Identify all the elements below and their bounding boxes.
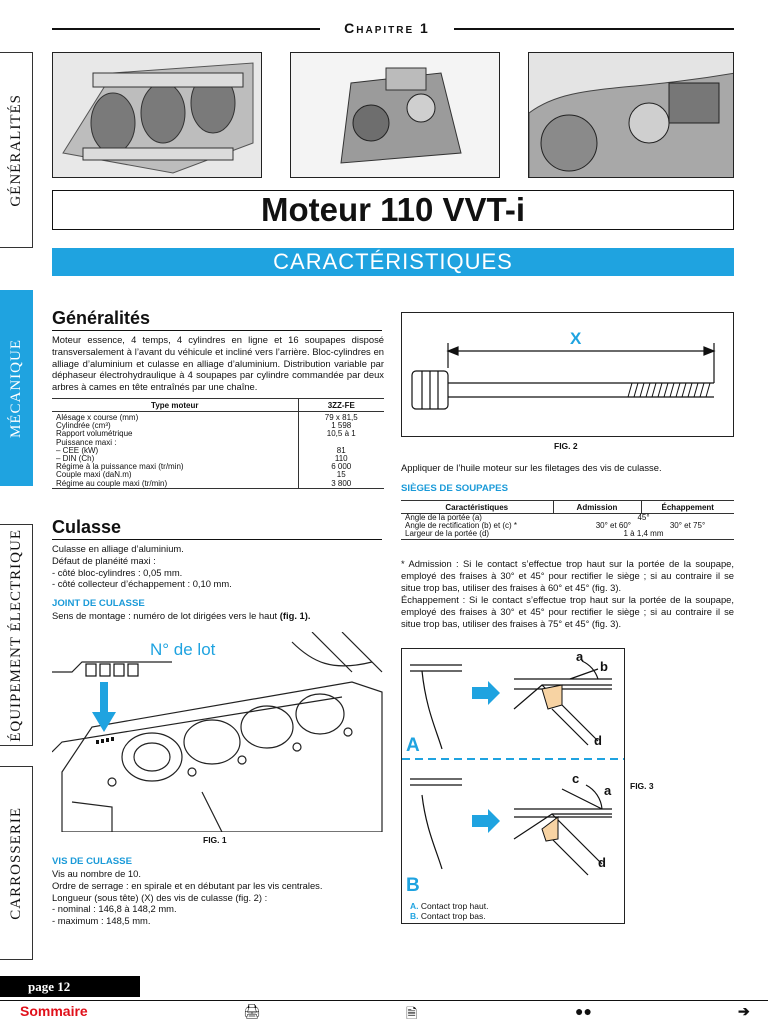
sieges-note-admission: * Admission : Si le contact s’effectue trop haut sur la portée de la soupape, employé des fraises à 30° et 45° pour rectifier le siège ; si au contraire il se situe trop bas, utiliser des fraises à 60° et 45° (fig. 3). xyxy=(401,558,734,593)
spec-row: Alésage x course (mm) 79 x 81,5 xyxy=(52,412,384,423)
fig3-legend: A. Contact trop haut. B. Contact trop bas. xyxy=(410,901,489,921)
document-icon[interactable]: 🗎 xyxy=(406,1005,418,1021)
fig2-note: Appliquer de l’huile moteur sur les filetages des vis de culasse. xyxy=(401,462,662,473)
fig3-label-b: b xyxy=(600,659,608,674)
fig2-caption: FIG. 2 xyxy=(554,441,578,451)
fig3-label-d-bottom: d xyxy=(598,855,606,870)
fig1-illustration xyxy=(52,632,384,832)
fig1-caption: FIG. 1 xyxy=(203,835,227,845)
spec-row: – CEE (kW) 81 xyxy=(52,447,384,455)
fig2-illustration xyxy=(401,312,734,437)
joint-heading: JOINT DE CULASSE xyxy=(52,598,145,609)
page-number: page 12 xyxy=(0,976,140,997)
heading-underline xyxy=(52,539,382,540)
engine-photo-1 xyxy=(52,52,262,178)
next-arrow-icon[interactable]: ➔ xyxy=(738,1003,750,1019)
sommaire-link[interactable]: Sommaire xyxy=(20,1003,88,1019)
fig3-label-a-top: a xyxy=(576,649,584,664)
vis-text: Vis au nombre de 10. Ordre de serrage : en spirale et en débutant par les vis centrales. Longueur (sous tête) (X) des vis de culasse (fig. 2) : - nominal : 146,8 à 148,2 mm. - maximum : 148,5 mm. xyxy=(52,868,323,927)
spec-row: Régime à la puissance maxi (tr/min) 6 000 xyxy=(52,463,384,471)
header-rule-right xyxy=(454,28,734,30)
fig3-illustration xyxy=(401,648,625,924)
spec-row: Régime au couple maxi (tr/min) 3 800 xyxy=(52,480,384,489)
heading-culasse: Culasse xyxy=(52,517,122,537)
fig1-label-lot: N° de lot xyxy=(150,640,216,659)
engine-photo-3 xyxy=(528,52,734,178)
print-icon[interactable]: 🖨 xyxy=(243,1003,261,1019)
sieges-heading: SIÈGES DE SOUPAPES xyxy=(401,483,508,494)
tab-mecanique[interactable]: MÉCANIQUE xyxy=(0,290,33,486)
culasse-text: Culasse en alliage d’aluminium. Défaut de planéité maxi : - côté bloc-cylindres : 0,05 mm. - côté collecteur d’échappement : 0,10 mm. xyxy=(52,543,232,590)
sieges-table: Caractéristiques Admission Échappement Angle de la portée (a) 45° Angle de rectification (b) et (c) * 30° et 60° 30° et 75° Largeur de la portée (d) 1 à 1,4 mm xyxy=(401,500,734,540)
spec-row: Rapport volumétrique 10,5 à 1 xyxy=(52,430,384,438)
fig3-label-c: c xyxy=(572,771,580,786)
footer-rule xyxy=(0,1000,768,1001)
sieges-note-echappement: Échappement : Si le contact s’effectue trop haut sur la portée de la soupape, employé des fraises à 30° et 45° pour rectifier le siège ; si au contraire il se situe trop bas, utiliser des fraises à 75° et 45° (fig. 3). xyxy=(401,594,734,629)
vis-heading: VIS DE CULASSE xyxy=(52,856,132,867)
fig3-label-B: B xyxy=(406,875,420,896)
heading-underline xyxy=(52,330,382,331)
engine-spec-table: Type moteur 3ZZ-FE Alésage x course (mm) 79 x 81,5 Cylindrée (cm³) 1 598 Rapport volumétrique 10,5 à 1 Puissance maxi : – CEE (kW) 81 – DIN (Ch) 110 Régime à la puissance maxi (tr/min) 6 000 Couple maxi (daN.m) 15 Régime au couple maxi (tr/min) 3 800 xyxy=(52,398,384,489)
header-rule-left xyxy=(52,28,320,30)
fig3-label-a-bottom: a xyxy=(604,783,612,798)
page-title: Moteur 110 VVT-i xyxy=(52,190,734,230)
spec-row: Puissance maxi : xyxy=(52,439,384,447)
fig2-label-x: X xyxy=(570,329,582,348)
spec-row: Couple maxi (daN.m) 15 xyxy=(52,471,384,479)
heading-generalites: Généralités xyxy=(52,308,151,328)
engine-photo-2 xyxy=(290,52,500,178)
chapter-label: Chapitre 1 xyxy=(344,20,430,36)
tab-equipement-electrique[interactable]: ÉQUIPEMENT ÉLECTRIQUE xyxy=(0,524,33,746)
section-banner: CARACTÉRISTIQUES xyxy=(52,248,734,276)
fig3-caption: FIG. 3 xyxy=(630,781,654,791)
fig3-label-A: A xyxy=(406,735,420,756)
fig3-label-d-top: d xyxy=(594,733,602,748)
joint-text: Sens de montage : numéro de lot dirigées vers le haut (fig. 1). xyxy=(52,610,311,621)
spec-row: Cylindrée (cm³) 1 598 xyxy=(52,422,384,430)
binoculars-icon[interactable]: ●● xyxy=(575,1003,592,1019)
tab-generalites[interactable]: GÉNÉRALITÉS xyxy=(0,52,33,248)
tab-carrosserie[interactable]: CARROSSERIE xyxy=(0,766,33,960)
spec-row: – DIN (Ch) 110 xyxy=(52,455,384,463)
generalites-text: Moteur essence, 4 temps, 4 cylindres en ligne et 16 soupapes disposé transversalement à l’avant du véhicule et incliné vers l’arrière. Bloc-cylindres en alliage d’aluminium et culasse en alliage d’aluminium. Distribution variable par déphaseur électrohydraulique à 4 soupapes par cylindre commandée par deux arbres à cames en tête entraînés par une chaîne. xyxy=(52,334,384,393)
